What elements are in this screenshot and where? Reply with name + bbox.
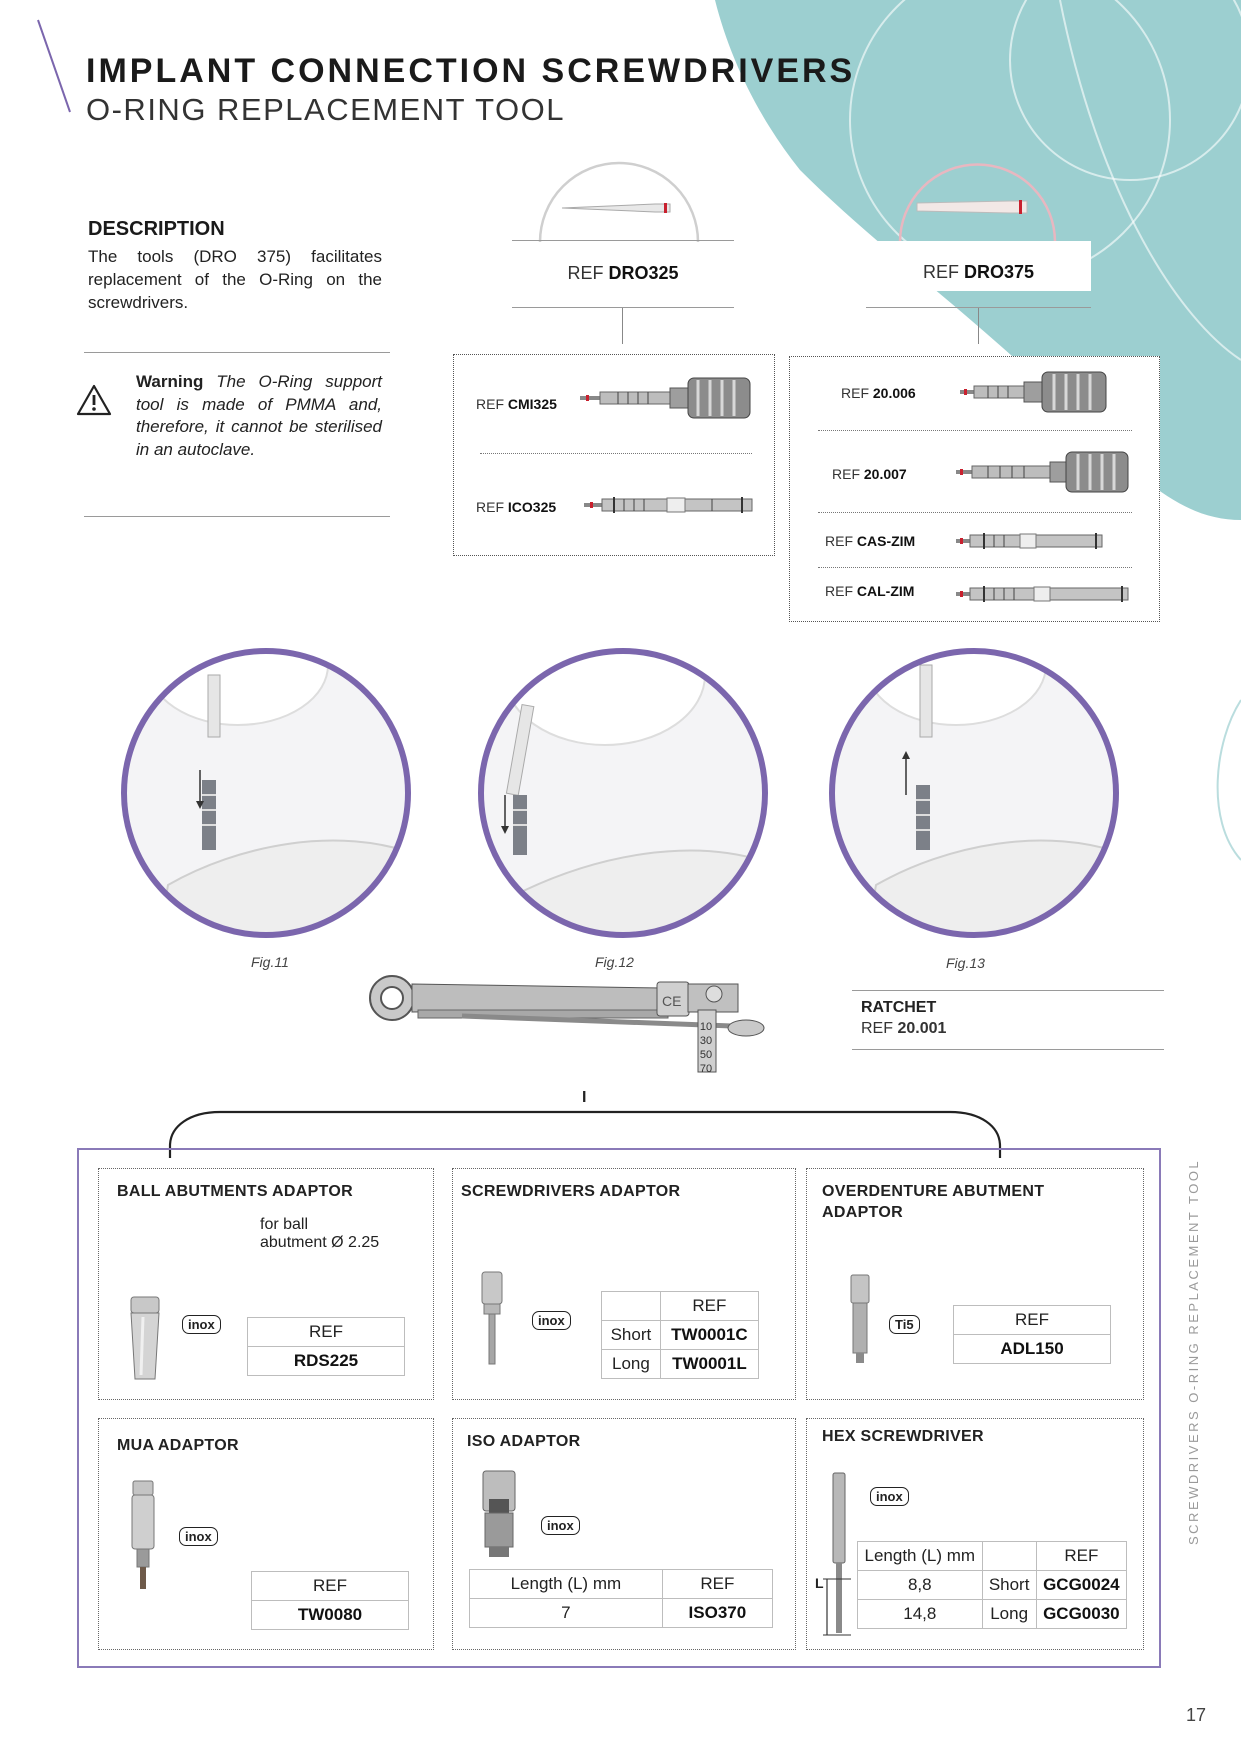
figure-caption: Fig.12	[595, 954, 634, 970]
screwdriver-image	[578, 374, 756, 422]
figure-11-illustration	[118, 645, 414, 941]
overdenture-adaptor-image	[847, 1273, 873, 1365]
figure-12-illustration	[475, 645, 771, 941]
iso-adaptor-card	[452, 1418, 796, 1650]
ref-code: DRO325	[608, 263, 679, 283]
card-title: SCREWDRIVERS ADAPTOR	[461, 1183, 681, 1200]
ref-table	[251, 1571, 409, 1630]
ref-code: CMI325	[507, 396, 557, 412]
row-label: Short	[982, 1571, 1036, 1600]
card-note	[260, 1216, 379, 1252]
hex-screwdriver-image	[823, 1469, 853, 1639]
tool-ref-dro325	[512, 263, 734, 284]
table-header: REF	[248, 1318, 405, 1347]
ref-code: 20.001	[897, 1020, 947, 1037]
row-label: Long	[982, 1600, 1036, 1629]
torque-scale-value: 70	[699, 1063, 713, 1075]
screwdriver-image	[954, 448, 1132, 496]
dimension-label: L	[815, 1575, 824, 1591]
mua-adaptor-image	[129, 1479, 157, 1591]
divider	[852, 990, 1164, 991]
ref-prefix: REF	[567, 263, 604, 283]
screwdrivers-adaptor-image	[479, 1270, 505, 1366]
mua-adaptor-card	[98, 1418, 434, 1650]
o-ring-tool-image	[915, 195, 1035, 219]
ref-prefix: REF	[922, 262, 959, 282]
divider	[84, 352, 390, 353]
length-value: 14,8	[858, 1600, 983, 1629]
figure-13-illustration	[826, 645, 1122, 941]
ref-code: TW0080	[252, 1601, 409, 1630]
ref-code: RDS225	[248, 1347, 405, 1376]
ref-code: TW0001C	[660, 1321, 758, 1350]
ref-prefix: REF	[825, 533, 853, 549]
svg-text:CE: CE	[662, 993, 682, 1009]
divider	[512, 240, 734, 241]
compat-ref-ico325	[476, 499, 556, 515]
connector-line	[622, 308, 623, 344]
material-badge: inox	[541, 1516, 580, 1535]
ratchet-ref	[861, 1020, 946, 1038]
ref-code: GCG0024	[1036, 1571, 1126, 1600]
warning-icon	[76, 383, 112, 417]
screwdriver-image	[958, 368, 1110, 416]
divider	[84, 516, 390, 517]
material-badge: inox	[532, 1311, 571, 1330]
ref-code: ADL150	[954, 1335, 1111, 1364]
compat-ref-20007	[832, 466, 907, 482]
ref-prefix: REF	[476, 499, 504, 515]
ratchet-image	[362, 970, 842, 1106]
table-header: Length (L) mm	[470, 1570, 663, 1599]
warning-label: Warning	[136, 372, 204, 391]
table-header: Length (L) mm	[858, 1542, 983, 1571]
ref-code: 20.007	[863, 466, 907, 482]
material-badge: inox	[870, 1487, 909, 1506]
ref-prefix: REF	[861, 1020, 893, 1037]
ref-table	[247, 1317, 405, 1376]
page-number: 17	[1186, 1705, 1207, 1725]
screwdriver-image	[954, 530, 1106, 552]
torque-scale-value: 30	[699, 1035, 713, 1047]
screwdrivers-adaptor-card	[452, 1168, 796, 1400]
torque-scale-value: 50	[699, 1049, 713, 1061]
warning-note	[136, 371, 382, 461]
ref-code: CAS-ZIM	[856, 533, 916, 549]
ref-code: DRO375	[963, 262, 1035, 282]
ref-code: GCG0030	[1036, 1600, 1126, 1629]
card-title-line: ADAPTOR	[822, 1204, 903, 1221]
ref-table	[469, 1569, 773, 1628]
card-title-line: OVERDENTURE ABUTMENT	[822, 1183, 1045, 1200]
card-title: MUA ADAPTOR	[117, 1437, 239, 1454]
figure-caption: Fig.13	[946, 955, 985, 971]
card-title: HEX SCREWDRIVER	[822, 1428, 984, 1445]
note-line: abutment Ø 2.25	[260, 1234, 380, 1251]
ref-table	[857, 1541, 1127, 1629]
description-text: The tools (DRO 375) facilitates replacement of the O-Ring on the screwdrivers.	[88, 247, 382, 312]
figure-caption: Fig.11	[251, 954, 289, 970]
ref-prefix: REF	[476, 396, 504, 412]
table-header: REF	[954, 1306, 1111, 1335]
compat-ref-cal-zim	[825, 583, 914, 599]
torque-scale-value: 10	[699, 1021, 713, 1033]
table-header-blank	[602, 1292, 661, 1321]
row-label: Short	[602, 1321, 661, 1350]
ref-code: 20.006	[872, 385, 916, 401]
card-title: BALL ABUTMENTS ADAPTOR	[117, 1183, 353, 1200]
ref-code: ISO370	[662, 1599, 772, 1628]
overdenture-abutment-adaptor-card	[806, 1168, 1144, 1400]
compat-ref-cas-zim	[825, 533, 915, 549]
table-header-blank	[982, 1542, 1036, 1571]
ref-prefix: REF	[825, 583, 853, 599]
material-badge: inox	[179, 1527, 218, 1546]
dotted-separator	[818, 430, 1132, 431]
compat-ref-cmi325	[476, 396, 557, 412]
dotted-separator	[818, 567, 1132, 568]
screwdriver-image	[582, 494, 757, 516]
material-badge: Ti5	[889, 1315, 920, 1334]
card-title: ISO ADAPTOR	[467, 1433, 581, 1450]
ball-adaptor-image	[125, 1295, 165, 1381]
tool-ref-dro375	[866, 262, 1091, 283]
ref-code: TW0001L	[660, 1350, 758, 1379]
length-value: 8,8	[858, 1571, 983, 1600]
ref-prefix: REF	[841, 385, 869, 401]
divider	[852, 1049, 1164, 1050]
table-header: REF	[662, 1570, 772, 1599]
dotted-separator	[818, 512, 1132, 513]
description-heading: DESCRIPTION	[88, 218, 225, 240]
ratchet-name: RATCHET	[861, 999, 937, 1016]
ratchet-marker: I	[582, 1089, 587, 1106]
table-header: REF	[660, 1292, 758, 1321]
row-label: Long	[602, 1350, 661, 1379]
ref-prefix: REF	[832, 466, 860, 482]
card-title	[822, 1181, 1044, 1223]
ball-abutments-adaptor-card	[98, 1168, 434, 1400]
ref-table	[601, 1291, 759, 1379]
page-title: IMPLANT CONNECTION SCREWDRIVERS	[86, 52, 856, 90]
section-sidebar-label: SCREWDRIVERS O-RING REPLACEMENT TOOL	[1186, 1158, 1201, 1545]
material-badge: inox	[182, 1315, 221, 1334]
ref-code: CAL-ZIM	[856, 583, 915, 599]
iso-adaptor-image	[479, 1469, 519, 1559]
screwdriver-image	[954, 583, 1132, 605]
dotted-separator	[480, 453, 752, 454]
note-line: for ball	[260, 1216, 309, 1233]
page-subtitle: O-RING REPLACEMENT TOOL	[86, 92, 565, 127]
warning-text: The O-Ring support tool is made of PMMA and, therefore, it cannot be sterilised in an autoclave.	[136, 372, 382, 459]
length-value: 7	[470, 1599, 663, 1628]
o-ring-tool-image	[560, 196, 680, 220]
torque-scale	[699, 1020, 713, 1076]
hex-screwdriver-card	[806, 1418, 1144, 1650]
ref-code: ICO325	[507, 499, 557, 515]
connector-line	[978, 308, 979, 344]
table-header: REF	[252, 1572, 409, 1601]
compat-ref-20006	[841, 385, 916, 401]
divider	[512, 307, 734, 308]
ref-table	[953, 1305, 1111, 1364]
table-header: REF	[1036, 1542, 1126, 1571]
